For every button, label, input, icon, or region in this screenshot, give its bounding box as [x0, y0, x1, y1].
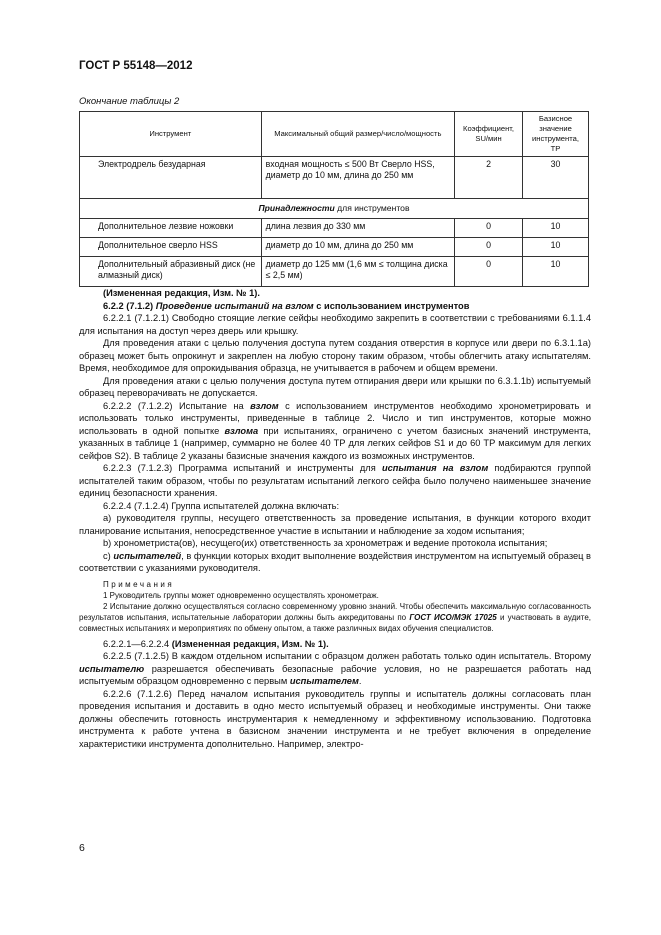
- cell-coef: 0: [455, 219, 523, 238]
- paragraph: [79, 462, 591, 500]
- note-item: [79, 601, 591, 634]
- cell-tool: Дополнительное лезвие ножовки: [80, 219, 262, 238]
- section-title-a: Проведение испытаний на: [155, 300, 286, 311]
- table-header-row: [80, 112, 589, 157]
- paragraph: 6.2.2.1 (7.1.2.1) Свободно стоящие легкие сейфы необходимо закрепить в соответствии с требованиями 6.1.1.4 для испытания на доступ через дверь или крышку.: [79, 313, 591, 336]
- text-run: подбираются группой испытателей таким образом, чтобы по результатам испытаний легкого сейфа было получено наименьшее значение единиц безопасности хранения.: [79, 463, 591, 498]
- table-row: [80, 157, 589, 199]
- section-title-b: взлом: [285, 300, 314, 311]
- emphasis: испытателей: [113, 550, 182, 561]
- section-number: 6.2.2 (7.1.2): [103, 300, 156, 311]
- header-base: Базисное значение инструмента, ТР: [523, 112, 589, 157]
- section-heading-rest: для инструментов: [334, 203, 410, 213]
- cell-spec: длина лезвия до 330 мм: [261, 219, 454, 238]
- document-header: ГОСТ Р 55148—2012: [79, 60, 193, 72]
- table-section-row: [80, 199, 589, 219]
- amendment-text: (Измененная редакция, Изм. № 1).: [171, 638, 329, 649]
- paragraph: 6.2.2.6 (7.1.2.6) Перед началом испытания руководитель группы и испытатель должны согласовать план проведения испытания и доставить в одно место испытуемый образец и необходимые инструменты. Они также должны обеспечить готовность инструментария к немедленному и эффективному использованию. Подготовка инструмента к работе учтена в базисном значении инструмента и не требует включения в определение характеристики инструмента дополнительно. Например, электро-: [79, 688, 591, 749]
- emphasis: взлома: [224, 425, 259, 436]
- page-number: 6: [79, 842, 85, 854]
- cell-coef: 0: [455, 238, 523, 257]
- emphasis: взлом: [250, 400, 279, 411]
- table-row: [80, 257, 589, 287]
- cell-tool: Дополнительный абразивный диск (не алмазный диск): [80, 257, 262, 287]
- emphasis: испытания на взлом: [381, 463, 489, 473]
- cell-base: 10: [523, 257, 589, 287]
- text-run: и участвовать в аудите, совместных испытаниях и мероприятиях по обмену опытом, а также различных видах обучения специалистов.: [79, 612, 592, 633]
- paragraph: [79, 650, 591, 688]
- emphasis: ГОСТ ИСО/МЭК 17025: [409, 612, 497, 622]
- body-text: [79, 287, 591, 750]
- section-heading-6-2-2: [79, 300, 591, 313]
- cell-spec: входная мощность ≤ 500 Вт Сверло HSS, диаметр до 10 мм, длина до 250 мм: [261, 157, 454, 199]
- emphasis: испытателю: [79, 663, 145, 674]
- header-coef: Коэффициент, SU/мин: [455, 112, 523, 157]
- list-item: a) руководителя группы, несущего ответственность за проведение испытания, в функции которого входит планирование испытания, непосредственное участие в испытании и наблюдение за ходом испытания;: [79, 513, 591, 536]
- text-run: 6.2.2.1—6.2.2.4: [103, 638, 172, 649]
- text-run: , в функции которых входит выполнение воздействия инструментом на испытуемый образец в соответствии с указаниями руководителя.: [79, 550, 592, 573]
- amendment-note: [79, 638, 591, 651]
- amendment-text: (Измененная редакция, Изм. № 1).: [103, 288, 260, 298]
- text-run: c): [103, 550, 114, 561]
- table-row: [80, 219, 589, 238]
- section-heading-bold: Принадлежности: [258, 203, 335, 213]
- paragraph: [79, 400, 591, 463]
- table-caption: Окончание таблицы 2: [79, 96, 180, 107]
- cell-base: 10: [523, 238, 589, 257]
- section-heading: [80, 199, 589, 219]
- text-run: с использованием инструментов необходимо хронометрировать и использовать только инструменты, приведенные в таблице 2. Число и тип инструментов, которые можно использовать в одной попытке: [79, 400, 591, 436]
- text-run: разрешается обеспечивать безопасные рабочие условия, но не разрешается работать над испытуемым образцом одновременно с первым: [79, 663, 591, 686]
- paragraph: Для проведения атаки с целью получения доступа путем отпирания двери или крышки по 6.3.1.1b) испытуемый образец переворачивать не допускается.: [79, 375, 591, 398]
- text-run: 6.2.2.5 (7.1.2.5) В каждом отдельном испытании с образцом должен работать только один испытатель. Второму: [103, 651, 591, 661]
- emphasis: испытателем: [289, 676, 359, 686]
- header-tool: Инструмент: [80, 112, 262, 157]
- cell-tool: Электродрель безударная: [80, 157, 262, 199]
- table-row: [80, 238, 589, 257]
- cell-spec: диаметр до 125 мм (1,6 мм ≤ толщина диска ≤ 2,5 мм): [261, 257, 454, 287]
- text-run: 6.2.2.2 (7.1.2.2) Испытание на: [103, 400, 251, 411]
- cell-spec: диаметр до 10 мм, длина до 250 мм: [261, 238, 454, 257]
- tools-table: [79, 111, 589, 287]
- text-run: .: [358, 676, 362, 686]
- cell-base: 10: [523, 219, 589, 238]
- cell-base: 30: [523, 157, 589, 199]
- cell-tool: Дополнительное сверло HSS: [80, 238, 262, 257]
- cell-coef: 0: [455, 257, 523, 287]
- notes-block: [79, 579, 591, 634]
- list-item: [79, 550, 591, 575]
- text-run: при испытаниях, ограничено с учетом базисных значений инструмента, указанных в таблице 1 (например, суммарно не более 40 ТР для легких сейфов S1 и до 60 ТР максимум для легких сейфов S2). В таблице 2 указаны базисные значения каждого из возможных инструментов.: [79, 425, 591, 461]
- note-item: 1 Руководитель группы может одновременно осуществлять хронометраж.: [103, 590, 379, 600]
- paragraph: Для проведения атаки с целью получения доступа путем создания отверстия в корпусе или двери по 6.3.1.1а) образец может быть опрокинут и закреплен на любую сторону таким образом, чтобы облегчить атаку испытателям. Время, необходимое для опрокидывания образца, не учитывается в рабочем и общем времени.: [79, 338, 591, 373]
- notes-title: Примечания: [103, 579, 175, 589]
- amendment-note: [79, 287, 591, 300]
- list-item: b) хронометриста(ов), несущего(их) ответственность за хронометраж и ведение протокола испытания;: [103, 538, 548, 548]
- paragraph: 6.2.2.4 (7.1.2.4) Группа испытателей должна включать:: [103, 500, 340, 511]
- text-run: 6.2.2.3 (7.1.2.3) Программа испытаний и инструменты для: [103, 463, 382, 473]
- cell-coef: 2: [455, 157, 523, 199]
- section-title-c: с использованием инструментов: [313, 300, 470, 311]
- header-size: Максимальный общий размер/число/мощность: [261, 112, 454, 157]
- text-run: 2 Испытание должно осуществляться согласно современному уровню знаний. Чтобы обеспечить максимальную согласованность результатов испытания, испытательные лаборатории должны быть аккредитованы по: [79, 601, 591, 622]
